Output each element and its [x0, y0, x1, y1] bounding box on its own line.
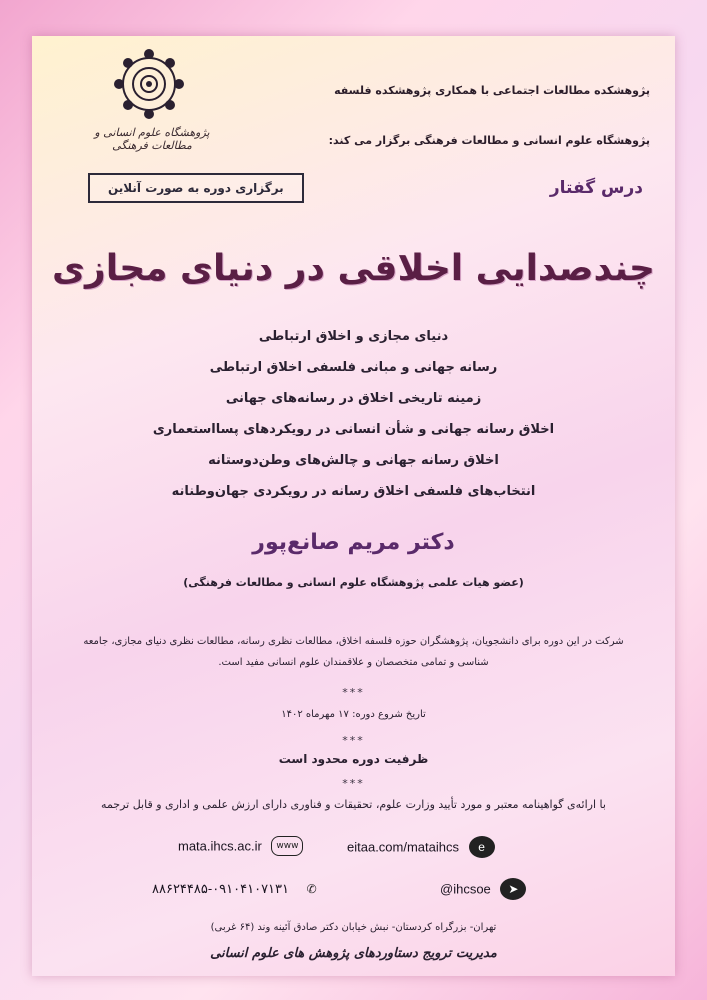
website-link[interactable]: mata.ihcs.ac.ir [178, 838, 262, 854]
speaker-name: دکتر مریم صانع‌پور [252, 530, 455, 555]
footer-department: مدیریت ترویج دستاوردهای پژوهش های علوم انسانی [210, 946, 497, 961]
telegram-handle[interactable]: @ihcsoe [440, 881, 491, 897]
topic-item: انتخاب‌های فلسفی اخلاق رسانه در رویکردی جهان‌وطنانه [171, 484, 536, 499]
separator: *** [342, 734, 365, 747]
eitaa-contact[interactable] [347, 836, 501, 858]
phone-numbers: ۸۸۶۲۴۴۸۵-۰۹۱۰۴۱۰۷۱۳۱ [152, 881, 289, 896]
eitaa-link[interactable]: eitaa.com/mataihcs [347, 839, 459, 855]
eitaa-icon: e [469, 836, 495, 858]
institute-logo-icon [107, 46, 191, 126]
start-date: تاریخ شروع دوره: ۱۷ مهرماه ۱۴۰۲ [281, 709, 426, 720]
capacity-notice: ظرفیت دوره محدود است [278, 752, 429, 766]
online-notice: برگزاری دوره به صورت آنلاین [88, 173, 304, 203]
topic-item: اخلاق رسانه جهانی و شأن انسانی در رویکردهای پسااستعماری [152, 422, 555, 437]
poster-card [32, 36, 675, 976]
speaker-affiliation: (عضو هیات علمی پژوهشگاه علوم انسانی و مطالعات فرهنگی) [183, 576, 524, 589]
phone-icon: ✆ [306, 882, 317, 896]
address: تهران- بزرگراه کردستان- نبش خیابان دکتر صادق آئینه وند (۶۴ غربی) [210, 922, 497, 933]
organizer-line: پژوهشکده مطالعات اجتماعی با همکاری پژوهشکده فلسفه [334, 84, 650, 97]
topic-item: رسانه جهانی و مبانی فلسفی اخلاق ارتباطی [209, 360, 498, 375]
website-contact[interactable] [178, 836, 309, 856]
separator: *** [342, 686, 365, 699]
telegram-icon: ➤ [500, 878, 526, 900]
course-description: شرکت در این دوره برای دانشجویان، پژوهشگران حوزه فلسفه اخلاق، مطالعات نظری رسانه، مطالعات نظری دنیای مجازی، جامعه شناسی و تمامی متخصصان و علاقمندان علوم انسانی مفید است. [83, 636, 624, 668]
telegram-contact[interactable] [440, 878, 532, 900]
topic-item: دنیای مجازی و اخلاق ارتباطی [258, 329, 449, 344]
course-title: چندصدایی اخلاقی در دنیای مجازی [52, 248, 655, 289]
phone-contact [152, 878, 331, 900]
logo-caption: پژوهشگاه علوم انسانی و مطالعات فرهنگی [94, 126, 210, 152]
certificate-notice: با ارائه‌ی گواهینامه معتبر و مورد تأیید وزارت علوم، تحقیقات و فناوری دارای ارزش علمی و اداری و قابل ترجمه [101, 798, 606, 811]
separator: *** [342, 777, 365, 790]
lecture-subtitle: درس گفتار [549, 178, 643, 198]
globe-icon: www [271, 836, 303, 856]
topic-item: زمینه تاریخی اخلاق در رسانه‌های جهانی [225, 391, 482, 406]
host-line: پژوهشگاه علوم انسانی و مطالعات فرهنگی برگزار می کند: [328, 134, 650, 147]
topic-item: اخلاق رسانه جهانی و چالش‌های وطن‌دوستانه [208, 453, 499, 468]
topics-list [32, 321, 675, 507]
